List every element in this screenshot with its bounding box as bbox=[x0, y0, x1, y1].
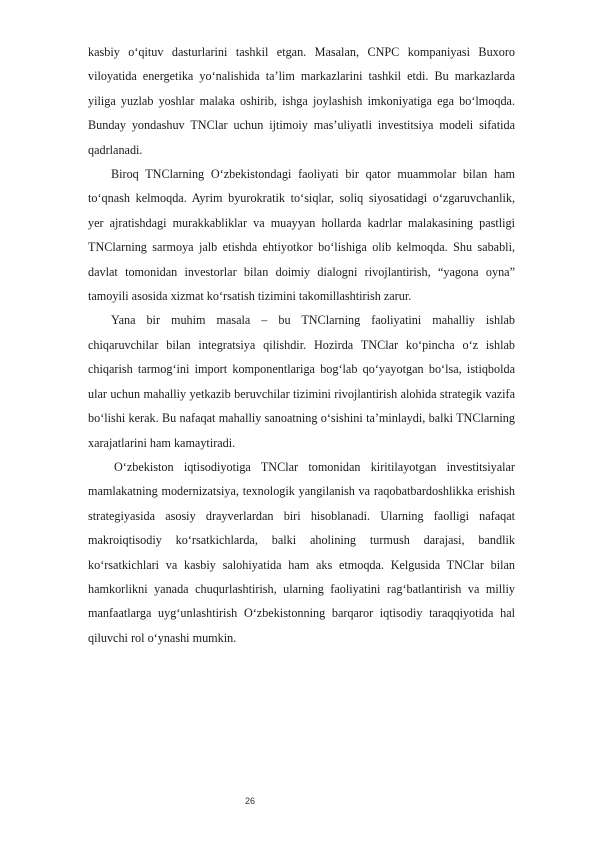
paragraph-continuation: kasbiy o‘qituv dasturlarini tashkil etgan. Masalan, CNPC kompaniyasi Buxoro viloyatida energetika yo‘nalishida ta’lim markazlarini tashkil etdi. Bu markazlarda yiliga yuzlab yoshlar malaka oshirib, ishga joylashish imkoniyatiga ega bo‘lmoqda. Bunday yondashuv TNClar uchun ijtimoiy mas’uliyatli investitsiya modeli sifatida qadrlanadi. bbox=[88, 45, 515, 157]
body-text bbox=[88, 40, 515, 650]
paragraph-challenges: Biroq TNClarning O‘zbekistondagi faoliyati bir qator muammolar bilan ham to‘qnash kelmoqda. Ayrim byurokratik to‘siqlar, soliq siyosatidagi o‘zgaruvchanlik, yer ajratishdagi murakkabliklar va muayyan hollarda kadrlar malakasining pastligi TNClarning sarmoya jalb etishda ehtiyotkor bo‘lishiga olib kelmoqda. Shu sababli, davlat tomonidan investorlar bilan doimiy dialogni rivojlantirish, “yagona oyna” tamoyili asosida xizmat ko‘rsatish tizimini takomillashtirish zarur. bbox=[88, 167, 515, 304]
paragraph-conclusion: O‘zbekiston iqtisodiyotiga TNClar tomonidan kiritilayotgan investitsiyalar mamlakatning modernizatsiya, texnologik yangilanish va raqobatbardoshlikka erishish strategiyasida asosiy drayverlardan biri hisoblanadi. Ularning faolligi nafaqat makroiqtisodiy ko‘rsatkichlarda, balki aholining turmush darajasi, bandlik ko‘rsatkichlari va kasbiy salohiyatida ham aks etmoqda. Kelgusida TNClar bilan hamkorlikni yanada chuqurlashtirish, ularning faoliyatini rag‘batlantirish va milliy manfaatlarga uyg‘unlashtirish O‘zbekistonning barqaror iqtisodiy taraqqiyotida hal qiluvchi rol o‘ynashi mumkin. bbox=[88, 459, 515, 645]
paragraph-integration: Yana bir muhim masala – bu TNClarning faoliyatini mahalliy ishlab chiqaruvchilar bilan integratsiya qilishdir. Hozirda TNClar ko‘pincha o‘z ishlab chiqarish tarmog‘ini import komponentlariga bog‘lab qo‘yayotgan bo‘lsa, istiqbolda ular uchun mahalliy yetkazib beruvchilar tizimini rivojlantirish alohida strategik vazifa bo‘lishi kerak. Bu nafaqat mahalliy sanoatning o‘sishini ta’minlaydi, balki TNClarning xarajatlarini ham kamaytiradi. bbox=[88, 313, 515, 450]
page-number: 26 bbox=[244, 796, 255, 806]
